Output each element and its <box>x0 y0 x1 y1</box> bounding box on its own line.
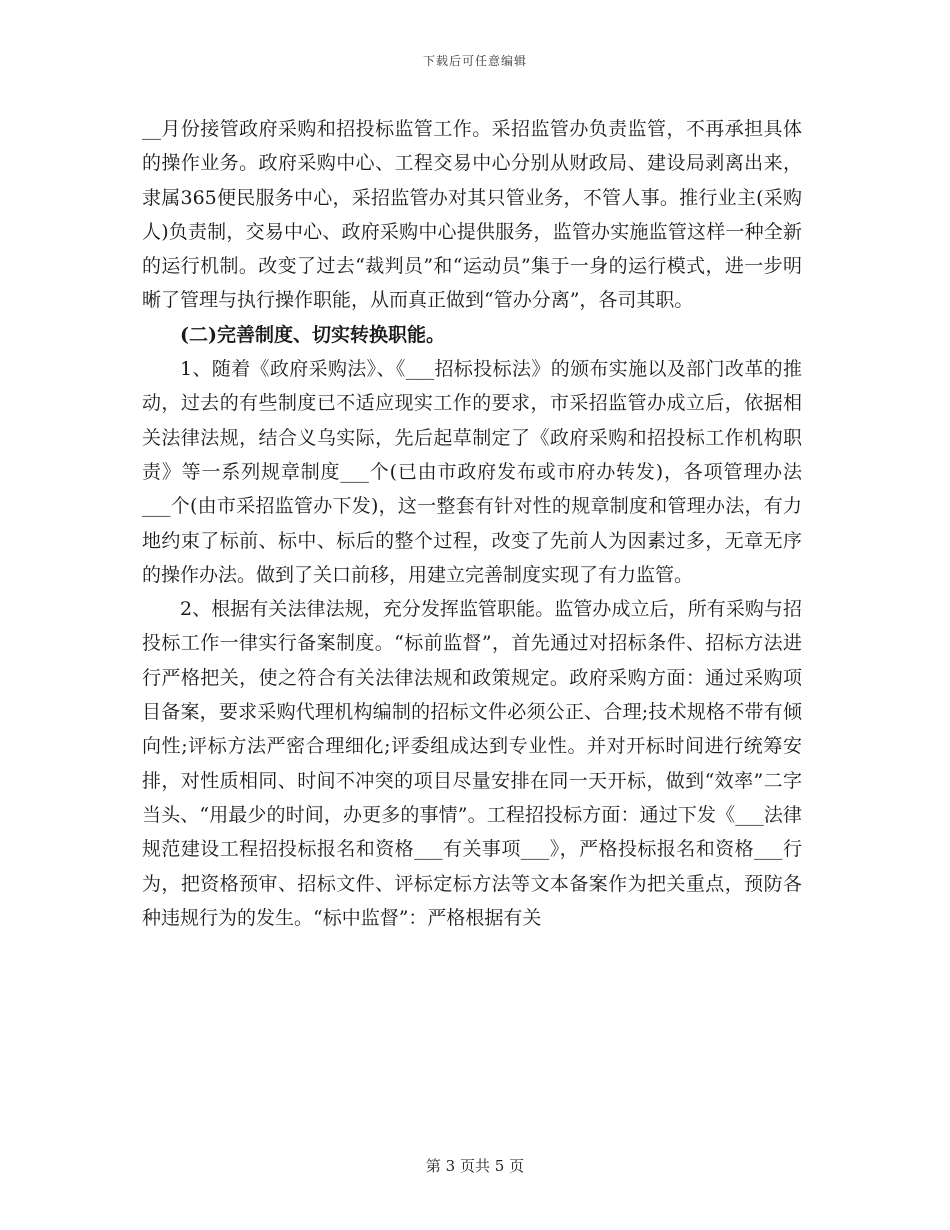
paragraph-item-2: 2、根据有关法律法规，充分发挥监管职能。监管办成立后，所有采购与招投标工作一律实行备案制度。“标前监督”，首先通过对招标条件、招标方法进行严格把关，使之符合有关法律法规和政策规定。政府采购方面：通过采购项目备案，要求采购代理机构编制的招标文件必须公正、合理;技术规格不带有倾向性;评标方法严密合理细化;评委组成达到专业性。并对开标时间进行统筹安排，对性质相同、时间不冲突的项目尽量安排在同一天开标，做到“效率”二字当头、“用最少的时间，办更多的事情”。工程招投标方面：通过下发《___法律规范建设工程招投标报名和资格___有关事项___》，严格投标报名和资格___行为，把资格预审、招标文件、评标定标方法等文本备案作为把关重点，预防各种违规行为的发生。“标中监督”：严格根据有关 <box>142 598 802 929</box>
paragraph-continuation: __月份接管政府采购和招投标监管工作。采招监管办负责监管，不再承担具体的操作业务。政府采购中心、工程交易中心分别从财政局、建设局剥离出来，隶属365便民服务中心，采招监管办对其只管业务，不管人事。推行业主(采购人)负责制，交易中心、政府采购中心提供服务，监管办实施监管这样一种全新的运行机制。改变了过去“裁判员”和“运动员”集于一身的运行模式，进一步明晰了管理与执行操作职能，从而真正做到“管办分离”，各司其职。 <box>142 118 802 312</box>
page-footer: 第 3 页共 5 页 <box>425 1157 525 1175</box>
paragraph-item-1: 1、随着《政府采购法》、《___招标投标法》的颁布实施以及部门改革的推动，过去的有些制度已不适应现实工作的要求，市采招监管办成立后，依据相关法律法规，结合义乌实际，先后起草制定了《政府采购和招投标工作机构职责》等一系列规章制度___个(已由市政府发布或市府办转发)，各项管理办法___个(由市采招监管办下发)，这一整套有针对性的规章制度和管理办法，有力地约束了标前、标中、标后的整个过程，改变了先前人为因素过多，无章无序的操作办法。做到了关口前移，用建立完善制度实现了有力监管。 <box>142 358 802 586</box>
document-body <box>142 112 802 935</box>
page-header: 下载后可任意编辑 <box>422 54 527 68</box>
section-heading: (二)完善制度、切实转换职能。 <box>180 323 445 346</box>
